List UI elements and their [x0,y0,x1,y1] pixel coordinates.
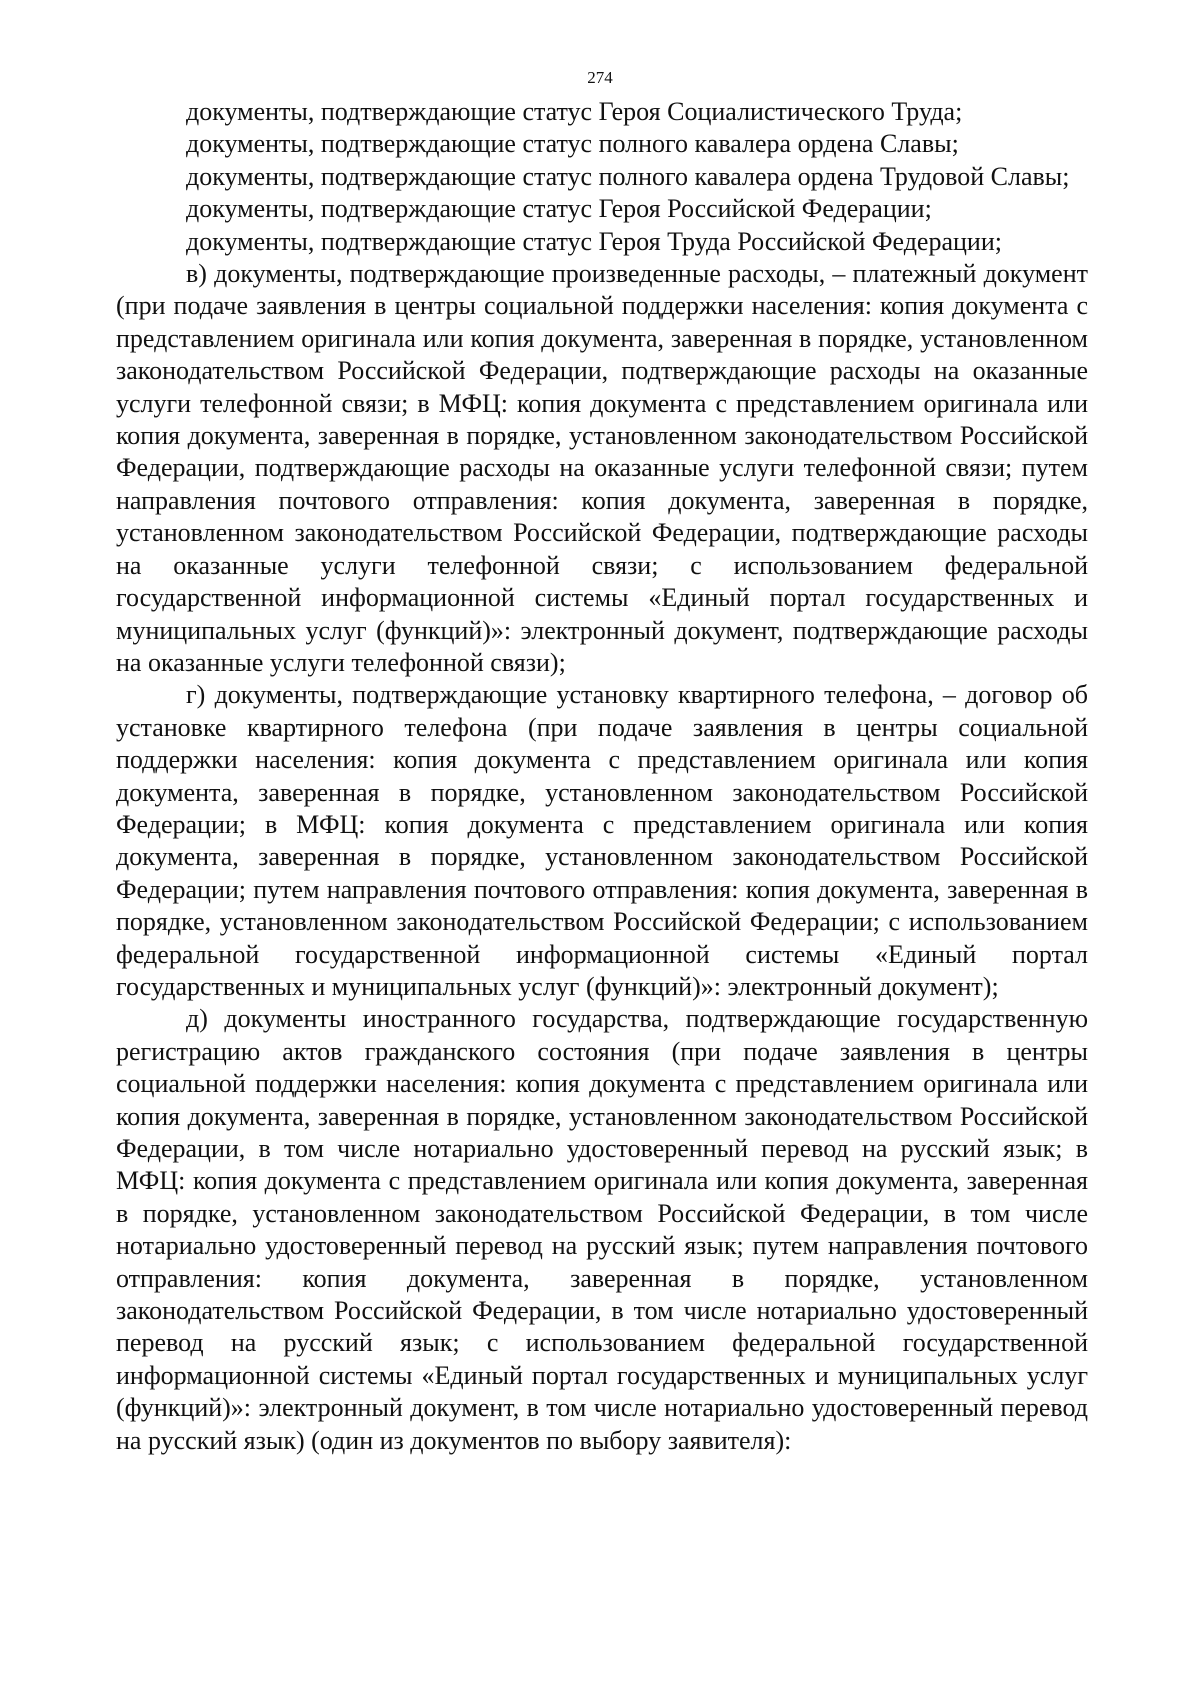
paragraph-v-expenses: в) документы, подтверждающие произведенные расходы, – платежный документ (при подаче заявления в центры социальной поддержки населения: копия документа с представлением оригинала или копия документа, заверенная в порядке, установленном законодательством Российской Федерации, подтверждающие расходы на оказанные услуги телефонной связи; в МФЦ: копия документа с представлением оригинала или копия документа, заверенная в порядке, установленном законодательством Российской Федерации, подтверждающие расходы на оказанные услуги телефонной связи; путем направления почтового отправления: копия документа, заверенная в порядке, установленном законодательством Российской Федерации, подтверждающие расходы на оказанные услуги телефонной связи; с использованием федеральной государственной информационной системы «Единый портал государственных и муниципальных услуг (функций)»: электронный документ, подтверждающие расходы на оказанные услуги телефонной связи); [116,259,1088,677]
status-line-socialist-labor-hero: документы, подтверждающие статус Героя Социалистического Труда; [186,97,963,126]
paragraph-d-foreign-documents: д) документы иностранного государства, подтверждающие государственную регистрацию актов гражданского состояния (при подаче заявления в центры социальной поддержки населения: копия документа с представлением оригинала или копия документа, заверенная в порядке, установленном законодательством Российской Федерации, в том числе нотариально удостоверенный перевод на русский язык; в МФЦ: копия документа с представлением оригинала или копия документа, заверенная в порядке, установленном законодательством Российской Федерации, в том числе нотариально удостоверенный перевод на русский язык; путем направления почтового отправления: копия документа, заверенная в порядке, установленном законодательством Российской Федерации, в том числе нотариально удостоверенный перевод на русский язык; с использованием федеральной государственной информационной системы «Единый портал государственных и муниципальных услуг (функций)»: электронный документ, в том числе нотариально удостоверенный перевод на русский язык) (один из документов по выбору заявителя): [116,1004,1088,1455]
document-body [116,96,1088,1457]
status-line-order-of-labor-glory: документы, подтверждающие статус полного кавалера ордена Трудовой Славы; [186,161,1070,191]
status-line-hero-of-russia: документы, подтверждающие статус Героя Российской Федерации; [186,194,932,224]
status-line-hero-of-labor: документы, подтверждающие статус Героя Труда Российской Федерации; [186,226,1002,256]
status-line-order-of-glory: документы, подтверждающие статус полного кавалера ордена Славы; [186,129,959,159]
page-number: 274 [587,68,613,87]
paragraph-g-telephone-installation: г) документы, подтверждающие установку квартирного телефона, – договор об установке квартирного телефона (при подаче заявления в центры социальной поддержки населения: копия документа с представлением оригинала или копия документа, заверенная в порядке, установленном законодательством Российской Федерации; в МФЦ: копия документа с представлением оригинала или копия документа, заверенная в порядке, установленном законодательством Российской Федерации; путем направления почтового отправления: копия документа, заверенная в порядке, установленном законодательством Российской Федерации; с использованием федеральной государственной информационной системы «Единый портал государственных и муниципальных услуг (функций)»: электронный документ); [116,680,1088,1001]
